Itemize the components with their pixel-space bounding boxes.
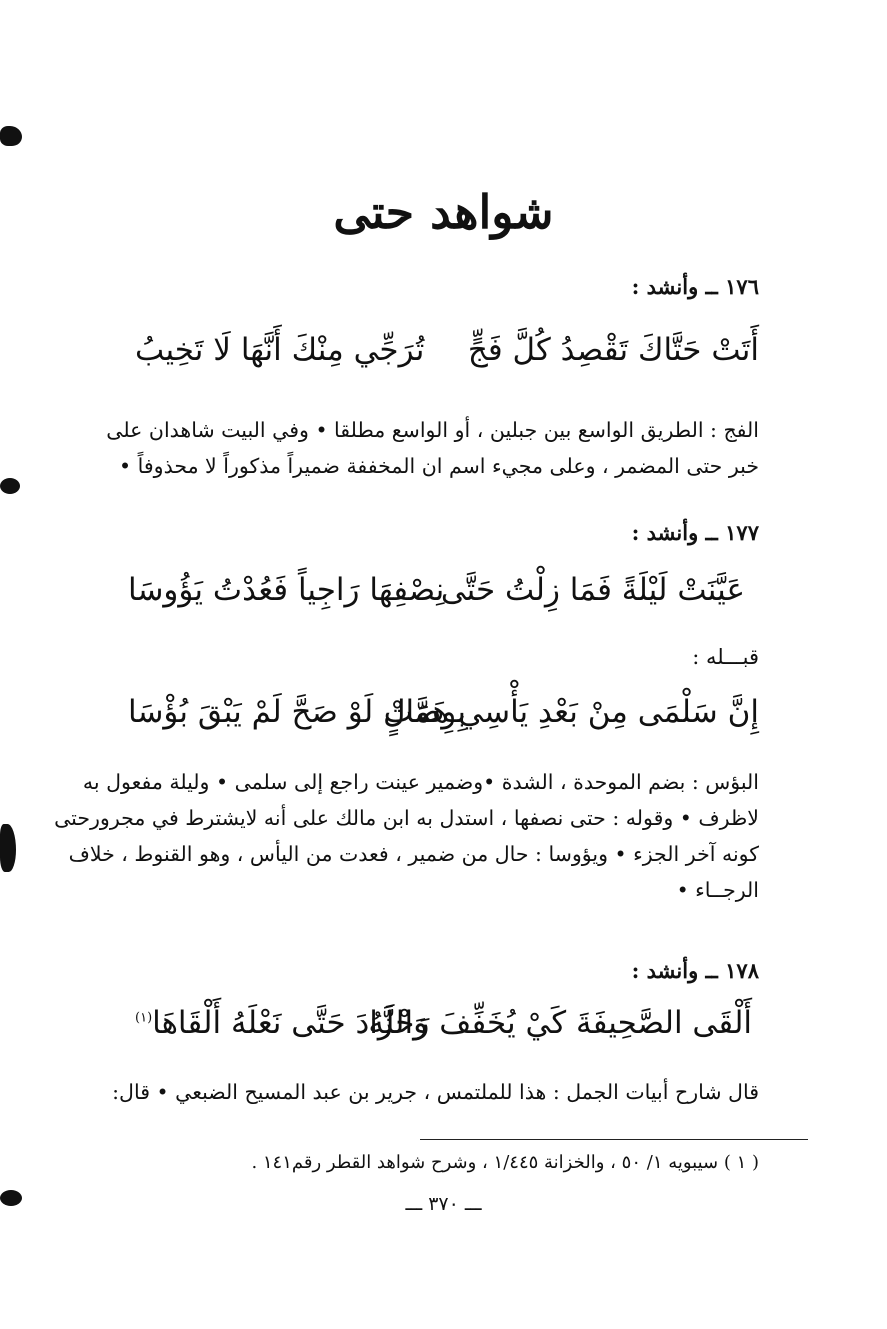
commentary-177-line-3: كونه آخر الجزء • ويؤوسا : حال من ضمير ، فعدت من اليأس ، وهو القنوط ، خلاف: [68, 842, 759, 866]
commentary-176-line-2: خبر حتى المضمر ، وعلى مجيء اسم ان المخففة ضميراً مذكوراً لا محذوفاً •: [119, 454, 759, 478]
scan-blot-3: [0, 824, 16, 872]
verse-176-second-hemistich: تُرَجِّي مِنْكَ أَنَّهَا لَا تَخِيبُ: [135, 332, 425, 368]
footnote-divider: [420, 1139, 808, 1140]
verse-177b-first-hemistich: إِنَّ سَلْمَى مِنْ بَعْدِ يَأْسِي هَمَّتْ: [383, 694, 759, 730]
section-178-heading: ١٧٨ ــ وأنشد :: [631, 958, 759, 983]
scan-blot-2: [0, 478, 20, 494]
commentary-177-line-4: الرجــاء •: [676, 878, 759, 902]
commentary-178-line-1: قال شارح أبيات الجمل : هذا للملتمس ، جرير بن عبد المسيح الضبعي • قال:: [112, 1080, 759, 1104]
commentary-177-line-1: البؤس : بضم الموحدة ، الشدة •وضمير عينت راجع إلى سلمى • وليلة مفعول به: [82, 770, 759, 794]
before-label: قبـــله :: [692, 645, 759, 669]
page-title: شواهد حتى: [333, 185, 554, 239]
verse-178-second-hemistich-text: وَالزَّادَ حَتَّى نَعْلَهُ أَلْقَاهَا: [152, 1005, 429, 1041]
verse-176-first-hemistich: أَتَتْ حَتَّاكَ تَقْصِدُ كُلَّ فَجٍّ: [467, 332, 759, 368]
section-176-heading: ١٧٦ ــ وأنشد :: [631, 274, 759, 299]
commentary-176-line-1: الفج : الطريق الواسع بين جبلين ، أو الواسع مطلقا • وفي البيت شاهدان على: [106, 418, 759, 442]
verse-178-first-hemistich: أَلْقَى الصَّحِيفَةَ كَيْ يُخَفِّفَ رَحْلَهُ: [368, 1005, 752, 1041]
scan-blot-1: [0, 126, 22, 146]
footnote-marker: (١): [135, 1010, 153, 1026]
verse-177b-second-hemistich: بِوِصَالٍ لَوْ صَحَّ لَمْ يَبْقَ بُؤْسَا: [128, 694, 466, 730]
section-177-heading: ١٧٧ ــ وأنشد :: [631, 520, 759, 545]
footnote: ( ١ ) سيبويه ١/ ٥٠ ، والخزانة ١/٤٤٥ ، وشرح شواهد القطر رقم١٤١ .: [251, 1152, 759, 1173]
page-number: ـــ ٣٧٠ ـــ: [405, 1193, 482, 1215]
commentary-177-line-2: لاظرف • وقوله : حتى نصفها ، استدل به ابن مالك على أنه لايشترط في مجرورحتى: [54, 806, 759, 830]
verse-177-first-hemistich: عَيَّنَتْ لَيْلَةً فَمَا زِلْتُ حَتَّى: [440, 572, 745, 608]
verse-177-second-hemistich: نِصْفِهَا رَاجِياً فَعُدْتُ يَؤُوسَا: [128, 572, 445, 608]
verse-178-second-hemistich: [135, 1005, 428, 1041]
